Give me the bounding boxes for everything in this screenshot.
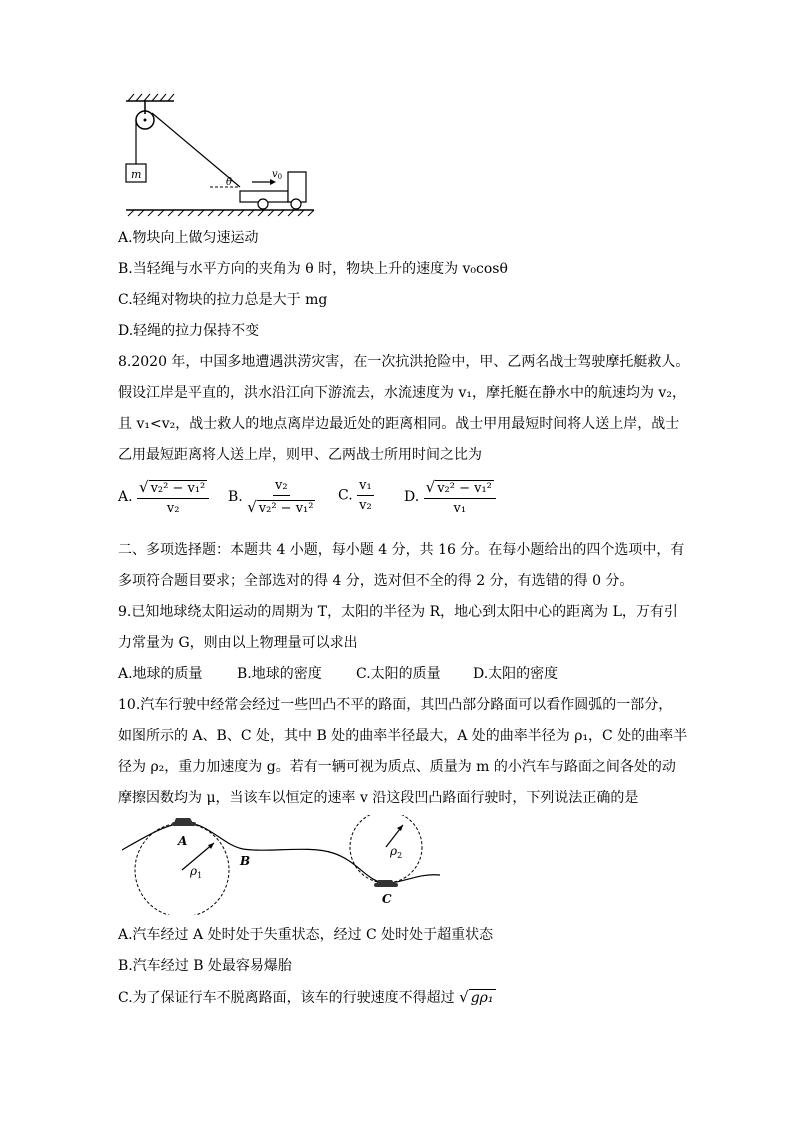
q7-option-b: B.当轻绳与水平方向的夹角为 θ 时，物块上升的速度为 v₀cosθ [118,261,508,277]
sqrt-symbol: √ [459,988,469,1006]
section2-heading-line-1: 二、多项选择题：本题共 4 小题，每小题 4 分，共 16 分。在每小题给出的四个选项中，有 [118,542,685,558]
q8-stem-line-2: 假设江岸是平直的，洪水沿江向下游流去，水流速度为 v₁，摩托艇在静水中的航速均为 v₂， [118,385,686,401]
label-c: C [382,892,392,906]
q7-option-c: C.轻绳对物块的拉力总是大于 mg [118,292,328,308]
mass-label: m [131,168,142,181]
curvature-circle-c [350,815,422,883]
q10-stem-line-3: 径为 ρ₂，重力加速度为 g。若有一辆可视为质点、质量为 m 的小汽车与路面之间各处的动 [118,759,676,775]
q9-stem-line-2: 力常量为 G，则由以上物理量可以求出 [118,635,358,651]
q8-option-c: C. $\frac{\text{v₁}}{\text{v₂}}$ [338,478,372,513]
label-b: B [240,854,251,868]
q9-option-d: D.太阳的密度 [473,666,559,682]
q10-option-c [118,987,496,1008]
q10-option-c-expr: gρ₁ [470,990,494,1006]
q9-option-b: B.地球的密度 [237,666,322,682]
q10-stem-line-1: 10.汽车行驶中经常会经过一些凹凸不平的路面，其凹凸部分路面可以看作圆弧的一部分， [118,697,673,713]
q9-option-c: C.太阳的质量 [356,666,441,682]
q9-option-a: A.地球的质量 [118,666,203,682]
q7-option-a: A.物块向上做匀速运动 [118,230,259,246]
q8-option-a: A. $\frac{\text{√ v₂² − v₁²}}{\text{v₂}}$ [118,478,209,516]
truck-cab [288,172,306,202]
q8-option-b: B. $\frac{\text{v₂}}{\text{√ v₂² − v₁²}}$ [228,478,314,516]
label-a: A [178,834,188,848]
bumpy-road-figure [118,815,443,915]
q8-stem-line-3: 且 v₁<v₂，战士救人的地点离岸边最近处的距离相同。战士甲用最短时间将人送上岸，战士 [118,416,680,432]
q8-option-d: D. $\frac{\text{√ v₂² − v₁²}}{\text{v₁}}$ [404,478,496,516]
velocity-label: $v_0$ [272,169,283,181]
rho1-label: $\rho_1$ [190,864,203,880]
q8-stem-line-4: 乙用最短距离将人送上岸，则甲、乙两战士所用时间之比为 [118,447,482,463]
q10-option-b: B.汽车经过 B 处最容易爆胎 [118,958,292,974]
q10-stem-line-4: 摩擦因数均为 μ，当该车以恒定的速率 v 沿这段凹凸路面行驶时，下列说法正确的是 [118,790,639,806]
q9-stem-line-1: 9.已知地球绕太阳运动的周期为 T，太阳的半径为 R，地心到太阳中心的距离为 L，万有引 [118,604,678,620]
q10-option-a: A.汽车经过 A 处时处于失重状态，经过 C 处时处于超重状态 [118,927,494,943]
q10-stem-line-2: 如图所示的 A、B、C 处，其中 B 处的曲率半径最大，A 处的曲率半径为 ρ₁，C 处的曲率半 [118,728,688,744]
q10-option-c-text: C.为了保证行车不脱离路面，该车的行驶速度不得超过 [118,990,455,1006]
angle-label: θ [226,177,233,188]
rho2-label: $\rho_2$ [390,844,403,860]
section2-heading-line-2: 多项符合题目要求；全部选对的得 4 分，选对但不全的得 2 分，有选错的得 0 分。 [118,573,634,589]
q8-stem-line-1: 8.2020 年，中国多地遭遇洪涝灾害，在一次抗洪抢险中，甲、乙两名战士驾驶摩托艇救人。 [118,354,690,370]
pulley-truck-figure [118,92,318,217]
q7-option-d: D.轻绳的拉力保持不变 [118,323,260,339]
